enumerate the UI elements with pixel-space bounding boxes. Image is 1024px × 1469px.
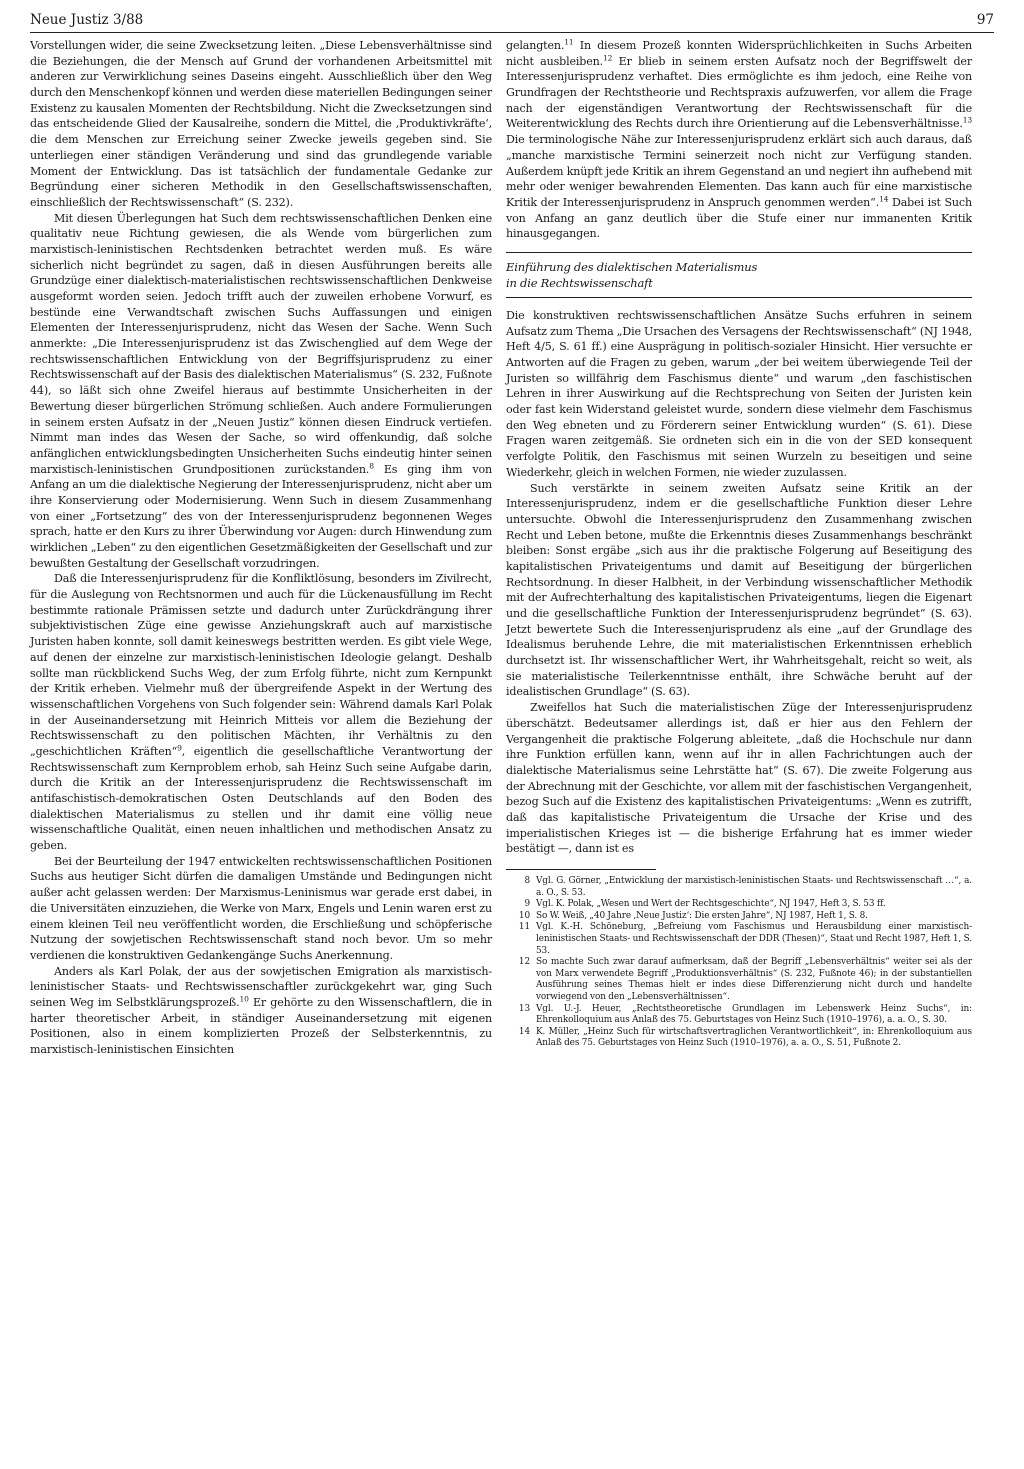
- paragraph-text: In diesem Prozeß konnten Widersprüchlichkeiten in Suchs Arbeiten nicht ausbleiben.: [506, 39, 972, 68]
- footnote-text: Vgl. U.-J. Heuer, „Rechtstheoretische Grundlagen im Lebenswerk Heinz Suchs“, in: Ehrenkolloquium aus Anlaß des 75. Geburtstages von Heinz Such (1910–1976), a. a. O., S. 30.: [536, 1003, 972, 1026]
- section-title-line: Einführung des dialektischen Materialismus: [506, 259, 758, 274]
- paragraph-text: Anders als Karl Polak, der aus der sowjetischen Emigration als marxistisch-leninistischer Staats- und Rechtswissenschaftler zurückgekehrt war, ging Such seinen Weg im Selbstklärungsprozeß.: [30, 964, 492, 1009]
- paragraph: [506, 38, 972, 242]
- footnote-ref: 13: [962, 115, 972, 125]
- paragraph-text: Dabei ist Such von Anfang an ganz deutlich über die Stufe einer nur immanenten Kritik hinausgegangen.: [506, 195, 972, 241]
- footnote-rule: [506, 869, 656, 870]
- paragraph-text: Mit diesen Überlegungen hat Such dem rechtswissenschaftlichen Denken eine qualitativ neue Richtung gewiesen, die als Wende vom bürgerlichen zum marxistisch-leninistischen Rechtsdenken betrachtet werden muß. Es wäre sicherlich nicht begründet zu sagen, daß in diesen Ausführungen bereits alle Grundzüge einer dialektisch-materialistischen rechtswissenschaftlichen Denkweise ausgeformt worden seien. Jedoch trifft auch der zuweilen erhobene Vorwurf, es bestünde eine Verwandtschaft zwischen Suchs Auffassungen und einigen Elementen der Interessenjurisprudenz, nicht das Wesen der Sache. Wenn Such anmerkte: „Die Interessenjurisprudenz ist das Zwischenglied auf dem Wege der rechtswissenschaftlichen Entwicklung von der Begriffsjurisprudenz zu einer Rechtswissenschaft auf der Basis des dialektischen Materialismus“ (S. 232, Fußnote 44), so läßt sich ohne Zweifel hieraus auf bestimmte Unsicherheiten in der Bewertung dieser bürgerlichen Strömung schließen. Auch andere Formulierungen in seinem ersten Aufsatz in der „Neuen Justiz“ können diesen Eindruck vertiefen. Nimmt man indes das Wesen der Sache, so wird offenkundig, daß solche anfänglichen entwicklungsbedingten Unsicherheiten Suchs eindeutig hinter seinen marxistisch-leninistischen Grundpositionen zurückstanden.: [30, 211, 492, 476]
- footnote-number: 9: [524, 899, 530, 910]
- footnote: [506, 922, 972, 957]
- footnote: [506, 1027, 972, 1050]
- paragraph-text: Daß die Interessenjurisprudenz für die Konfliktlösung, besonders im Zivilrecht, für die Auslegung von Rechtsnormen und auch für die Lückenausfüllung im Recht bestimmte rationale Prämissen setzte und dadurch unter Zurückdrängung ihrer subjektivistischen Züge eine gewisse Anziehungskraft auch auf marxistische Juristen haben konnte, soll damit keineswegs bestritten werden. Es gibt viele Wege, auf denen der einzelne zur marxistisch-leninistischen Ideologie gelangt. Deshalb sollte man rückblickend Suchs Weg, der zum Erfolg führte, nicht zum Kernpunkt der Kritik erheben. Vielmehr muß der übergreifende Aspekt in der Wertung des wissenschaftlichen Vorgehens von Such folgender sein: Während damals Karl Polak in der Auseinandersetzung mit Heinrich Mitteis vor allem die Beziehung der Rechtswissenschaft zu den politischen Mächten, ihr Verhältnis zu den „geschichtlichen Kräften“: [30, 572, 492, 758]
- paragraph-text: Es ging ihm von Anfang an um die dialektische Negierung der Interessenjurisprudenz, nicht aber um ihre Konservierung oder Modernisierung. Wenn Such in diesem Zusammenhang von einer „Fortsetzung“ des von der Interessenjurisprudenz begonnenen Weges sprach, hatte er den Kurs zu ihrer Überwindung vor Augen: durch Hinwendung zum wirklichen „Leben“ zu den eigentlichen Gesetzmäßigkeiten der Gesellschaft und zur bewußten Gestaltung der Gesellschaft vorzudringen.: [30, 462, 492, 570]
- paragraph-text: Er gehörte zu den Wissenschaftlern, die in harter theoretischer Arbeit, in ständiger Auseinandersetzung mit eigenen Positionen, also in einem komplizierten Prozeß der Selbsterkenntnis, zu marxistisch-leninistischen Einsichten: [30, 995, 493, 1056]
- footnote-ref: 11: [564, 37, 574, 47]
- running-head: [30, 10, 994, 32]
- footnote-ref: 10: [239, 994, 249, 1004]
- footnote-ref: 12: [603, 53, 613, 62]
- footnote-text: So machte Such zwar darauf aufmerksam, daß der Begriff „Lebensverhältnis“ weiter sei als der von Marx verwendete Begriff „Produktionsverhältnis“ (S. 232, Fußnote 46); in der substantiellen Ausführung seines Themas hielt er indes diese Differenzierung nicht durch und handelte vorwiegend von den „Lebensverhältnissen“.: [536, 957, 972, 1002]
- footnote-number: 13: [518, 1003, 530, 1014]
- footnote-number: 8: [524, 876, 530, 886]
- paragraph-text: , eigentlich die gesellschaftliche Verantwortung der Rechtswissenschaft zum Kernproblem erhob, sah Heinz Such seine Aufgabe darin, durch die Kritik an der Interessenjurisprudenz die Rechtswissenschaft im antifaschistisch-demokratischen Osten Deutschlands auf den Boden des dialektischen Materialismus zu stellen und ihr damit eine völlig neue wissenschaftliche Qualität, einen neuen inhaltlichen und methodischen Ansatz zu geben.: [30, 744, 492, 853]
- footnote-text: Vgl. G. Görner, „Entwicklung der marxistisch-leninistischen Staats- und Rechtswissenschaft …“, a. a. O., S. 53.: [536, 876, 972, 898]
- footnote-ref: 14: [879, 194, 889, 204]
- footnote-text: K. Müller, „Heinz Such für wirtschaftsvertraglichen Verantwortlichkeit“, in: Ehrenkolloquium aus Anlaß des 75. Geburtstages von Heinz Such (1910–1976), a. a. O., S. 51, Fußnote 2.: [536, 1026, 972, 1049]
- footnote-text: Vgl. K. Polak, „Wesen und Wert der Rechtsgeschichte“, NJ 1947, Heft 3, S. 53 ff.: [536, 899, 886, 910]
- paragraph: [30, 211, 492, 572]
- footnote: [506, 876, 972, 899]
- paragraph: [30, 571, 492, 853]
- footnotes: [506, 876, 972, 1050]
- paragraph-text: Er blieb in seinem ersten Aufsatz noch der Begriffswelt der Interessenjurisprudenz verhaftet. Dies ermöglichte es ihm jedoch, eine Reihe von Grundfragen der Rechtstheorie und Rechtspraxis aufzuwerfen, vor allem die Frage nach der eigenständigen Verantwortung der Rechtswissenschaft für die Weiterentwicklung des Rechts durch ihre Orientierung auf die Lebensverhältnisse.: [506, 54, 972, 131]
- journal-issue: Neue Justiz 3/88: [30, 12, 144, 28]
- footnote-ref: 9: [177, 743, 182, 753]
- footnote-number: 14: [518, 1026, 530, 1037]
- left-column: [30, 38, 492, 1058]
- paragraph: Bei der Beurteilung der 1947 entwickelten rechtswissenschaftlichen Positionen Suchs aus heutiger Sicht dürfen die damaligen Umstände und Bedingungen nicht außer acht gelassen werden: Der Marxismus-Leninismus war gerade erst dabei, in die Universitäten einzuziehen, die Werke von Marx, Engels und Lenin waren erst zu einem kleinen Teil neu veröffentlicht worden, die Erschließung und schöpferische Nutzung der sowjetischen Rechtswissenschaft stand noch bevor. Um so mehr verdienen die konstruktiven Gedankengänge Suchs Anerkennung.: [30, 854, 492, 962]
- footnote: [506, 911, 972, 923]
- section-heading: [506, 252, 972, 298]
- footnote: [506, 899, 972, 911]
- paragraph: [30, 964, 492, 1058]
- footnote: [506, 1004, 972, 1027]
- paragraph-text: Die terminologische Nähe zur Interessenjurisprudenz erklärt sich auch daraus, daß „manche marxistische Termini seinerzeit noch nicht zur Verfügung standen. Außerdem knüpft jede Kritik an ihrem Gegenstand an und negiert ihn aufhebend mit mehr oder weniger bewahrenden Elementen. Das kann auch für eine marxistische Kritik der Interessenjurisprudenz in Anspruch genommen werden“.: [506, 133, 972, 209]
- paragraph: Zweifellos hat Such die materialistischen Züge der Interessenjurisprudenz überschätzt. Bedeutsamer allerdings ist, daß er hier aus den Fehlern der Vergangenheit die praktische Folgerung ableitete, „daß die Hochschule nur dann ihre Funktion erfüllen kann, wenn auf ihr in allen Fachrichtungen auch der dialektische Materialismus seine Lehrstätte hat“ (S. 67). Die zweite Folgerung aus der Abrechnung mit der Geschichte, vor allem mit der faschistischen Vergangenheit, bezog Such auf die Existenz des kapitalistischen Privateigentums: „Wenn es zutrifft, daß das kapitalistische Privateigentum die Ursache der Krise und des imperialistischen Krieges ist — die bisherige Erfahrung hat es immer wieder bestätigt —, dann ist es: [506, 701, 972, 856]
- page-number: 97: [976, 12, 994, 28]
- section-rule: [506, 252, 972, 253]
- paragraph: Such verstärkte in seinem zweiten Aufsatz seine Kritik an der Interessenjurisprudenz, indem er die gesellschaftliche Funktion dieser Lehre untersuchte. Obwohl die Interessenjurisprudenz den Zusammenhang zwischen Recht und Leben betone, mußte die Erkenntnis dieses Zusammenhangs beschränkt bleiben: Sonst ergäbe „sich aus ihr die praktische Folgerung auf Beseitigung des kapitalistischen Privateigentums und damit auf Beseitigung der bürgerlichen Rechtsordnung. In dieser Halbheit, in der Verbindung wissenschaftlicher Methodik mit der Aufrechterhaltung des kapitalistischen Privateigentums, liegen die Eigenart und die gesellschaftliche Funktion der Interessenjurisprudenz begründet“ (S. 63). Jetzt bewertete Such die Interessenjurisprudenz als eine „auf der Grundlage des Idealismus beruhende Lehre, die mit materialistischen Erkenntnissen erheblich durchsetzt ist. Ihr wissenschaftlicher Wert, ihr Wahrheitsgehalt, reicht so weit, als sie materialistische Teilerkenntnisse enthält, ihre Schwäche beruht auf der idealistischen Grundlage“ (S. 63).: [506, 481, 972, 699]
- paragraph: Die konstruktiven rechtswissenschaftlichen Ansätze Suchs erfuhren in seinem Aufsatz zum Thema „Die Ursachen des Versagens der Rechtswissenschaft“ (NJ 1948, Heft 4/5, S. 61 ff.) eine Ausprägung in politisch-sozialer Hinsicht. Hier versuchte er Antworten auf die Fragen zu geben, warum „der bei weitem überwiegende Teil der Juristen so willfährig dem Faschismus diente“ und warum „den faschistischen Lehren in ihrer Auswirkung auf die Rechtsprechung von Seiten der Juristen kein oder fast kein Widerstand geleistet wurde, sondern diese vielmehr dem Faschismus den Weg ebneten und zu Förderern seiner Entwicklung wurden“ (S. 61). Diese Fragen waren zeitgemäß. Sie ordneten sich ein in die von der SED konsequent verfolgte Politik, den Faschismus mit seinen Wurzeln zu beseitigen und seine Wiederkehr, gleich in welchen Formen, nie wieder zuzulassen.: [506, 308, 972, 479]
- footnote-number: 10: [518, 910, 530, 921]
- footnote-number: 11: [518, 922, 530, 933]
- header-rule: [30, 32, 994, 33]
- paragraph: Vorstellungen wider, die seine Zwecksetzung leiten. „Diese Lebensverhältnisse sind die Beziehungen, die der Mensch auf Grund der vorhandenen Arbeitsmittel mit anderen zur Verwirklichung seines Daseins eingeht. Ausschließlich über den Weg durch den Menschenkopf können und werden diese materiellen Bedingungen seiner Existenz zu kausalen Momenten der Rechtsbildung. Nicht die Zwecksetzungen sind das entscheidende Glied der Kausalreihe, sondern die Mittel, die ‚Produktivkräfte‘, die dem Menschen zur Erreichung seiner Zwecke jeweils gegeben sind. Sie unterliegen einer ständigen Veränderung und sind das grundlegende variable Moment der Entwicklung. Das ist tatsächlich der fundamentale Gedanke zur Begründung einer sicheren Methodik in den Gesellschaftswissenschaften, einschließlich der Rechtswissenschaft“ (S. 232).: [30, 39, 493, 209]
- footnote: [506, 957, 972, 1003]
- footnote-text: Vgl. K.-H. Schöneburg, „Befreiung vom Faschismus und Herausbildung einer marxistisch-leninistischen Staats- und Rechtswissenschaft der DDR (Thesen)“, Staat und Recht 1987, Heft 1, S. 53.: [536, 922, 972, 956]
- right-column: [506, 38, 972, 1050]
- section-title-line: in die Rechtswissenschaft: [506, 275, 653, 290]
- footnote-text: So W. Weiß, „40 Jahre ‚Neue Justiz‘: Die ersten Jahre“, NJ 1987, Heft 1, S. 8.: [536, 910, 868, 921]
- footnote-number: 12: [518, 957, 530, 968]
- footnote-ref: 8: [369, 460, 374, 470]
- paragraph-text: gelangten.: [506, 39, 565, 52]
- section-title: [506, 257, 972, 298]
